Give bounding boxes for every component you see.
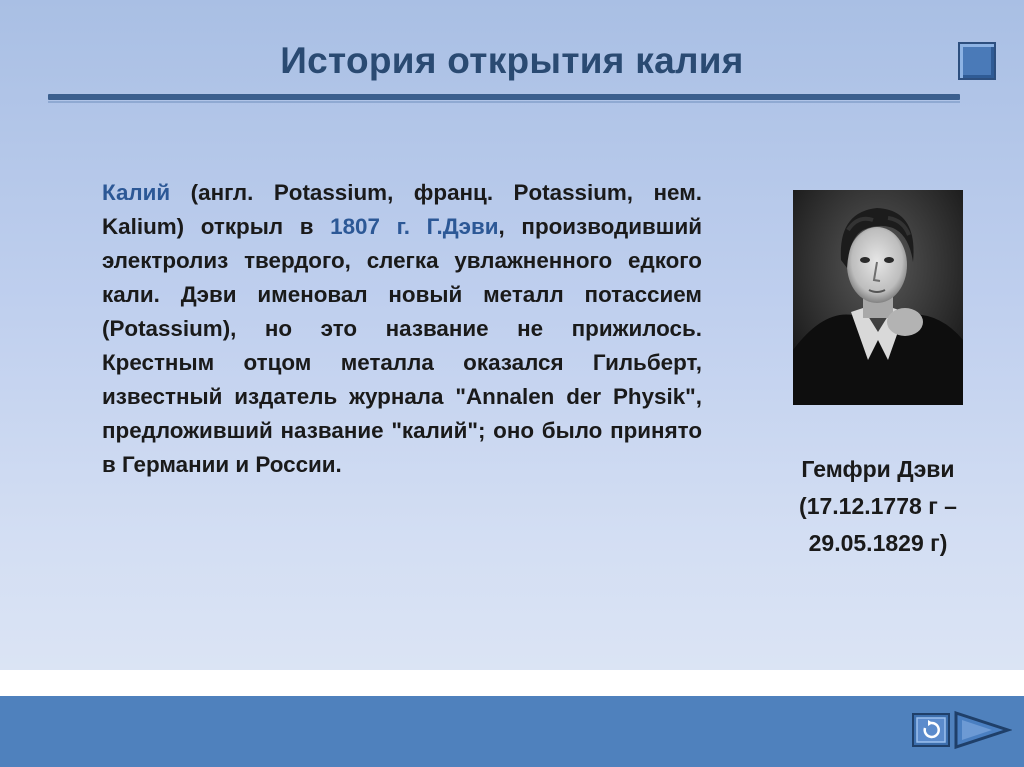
portrait-caption bbox=[760, 451, 996, 562]
nav-square-icon[interactable] bbox=[958, 42, 996, 80]
portrait-image bbox=[793, 190, 963, 405]
slide-title: История открытия калия bbox=[280, 40, 744, 81]
title-underline-shadow bbox=[48, 101, 960, 103]
caption-birth: (17.12.1778 г – bbox=[799, 493, 957, 519]
title-underline bbox=[48, 94, 960, 100]
body-paragraph bbox=[102, 176, 702, 482]
footer-divider bbox=[0, 670, 1024, 696]
highlight-discovery: 1807 г. Г.Дэви bbox=[330, 214, 499, 239]
footer-bar bbox=[0, 696, 1024, 767]
caption-name: Гемфри Дэви bbox=[801, 456, 955, 482]
caption-death: 29.05.1829 г) bbox=[808, 530, 948, 556]
return-icon-glyph bbox=[914, 715, 948, 745]
body-text-part: , производивший электролиз твердого, слегка увлажненного едкого кали. Дэви именовал новый металл потассием (Potassium), но это название не прижилось. Крестным отцом металла оказался Гильберт, известный издатель журнала "Annalen der Physik", предложивший название "калий"; оно было принято в Германии и России. bbox=[102, 214, 702, 477]
highlight-potassium: Калий bbox=[102, 180, 171, 205]
body-text-part: (англ. Potassium, франц. Potassium, нем. Kalium) открыл в bbox=[102, 180, 702, 239]
return-icon[interactable] bbox=[912, 713, 950, 747]
next-arrow-icon[interactable] bbox=[952, 709, 1012, 751]
portrait-drawing bbox=[793, 190, 963, 405]
